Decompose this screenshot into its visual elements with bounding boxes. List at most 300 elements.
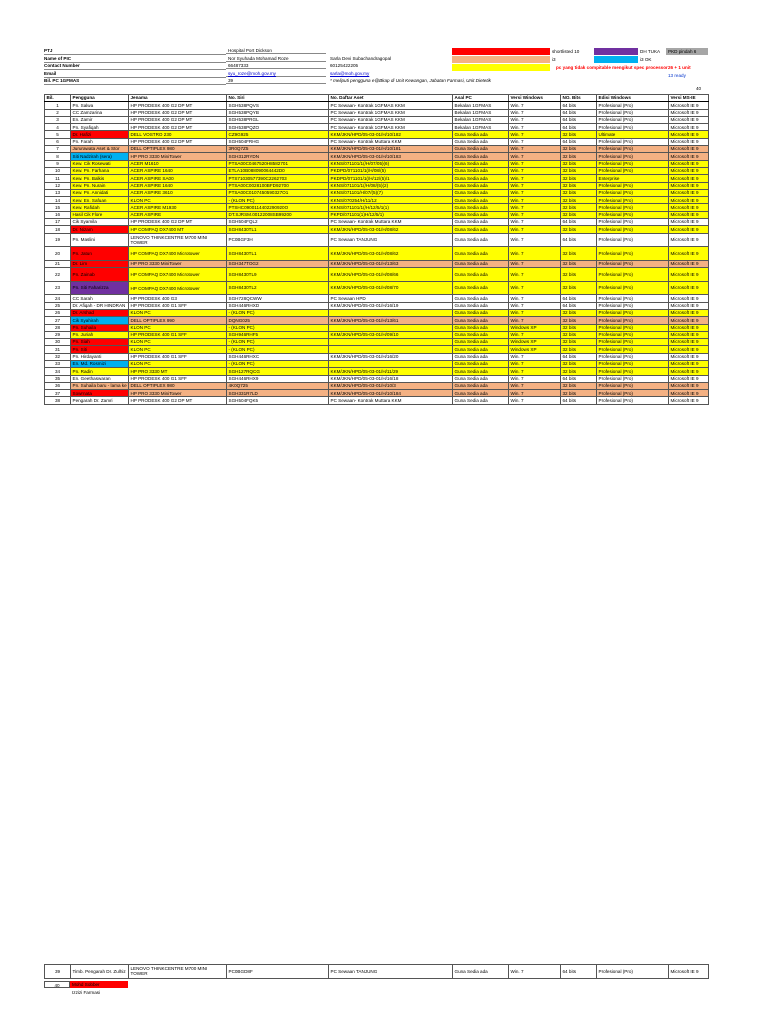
cell-asset[interactable]: PC Sewaan- Kontrak 1GFMAS KKM xyxy=(329,116,453,123)
cell-win[interactable]: Win. 7 xyxy=(509,175,561,182)
cell-bil[interactable]: 33 xyxy=(45,360,71,367)
cell-ie[interactable]: Microsoft IE 9 xyxy=(669,368,709,375)
cell-serial[interactable]: PC0BGD8F xyxy=(227,965,329,979)
table-row[interactable] xyxy=(45,317,709,324)
cell-serial[interactable]: SGH538PQZO xyxy=(227,124,329,131)
cell-ie[interactable]: Microsoft IE 9 xyxy=(669,211,709,218)
cell-serial[interactable]: 3R0Q7Z5 xyxy=(227,146,329,153)
cell-edition[interactable]: Ultimate xyxy=(597,131,669,138)
cell-brand[interactable]: HP PRODESK 400 G3 xyxy=(129,295,227,302)
cell-ie[interactable]: Microsoft IE 9 xyxy=(669,339,709,346)
cell-asal[interactable]: Guna Sedia ada xyxy=(453,353,509,360)
cell-asal[interactable]: Guna Sedia ada xyxy=(453,390,509,397)
cell-asset[interactable]: KKM/JKN/HPD/05-03-01/H/10/182 xyxy=(329,131,453,138)
cell-asal[interactable]: Guna Sedia ada xyxy=(453,317,509,324)
cell-bil[interactable]: 7 xyxy=(45,146,71,153)
cell-win[interactable]: Win. 7 xyxy=(509,331,561,338)
cell-serial[interactable]: PTSHC0900114402290920O xyxy=(227,204,329,211)
cell-user[interactable]: Sowrnata xyxy=(71,390,129,397)
cell-serial[interactable]: SGH504FRHG xyxy=(227,138,329,145)
cell-user[interactable]: En. Geethaswaran xyxy=(71,375,129,382)
table-row[interactable] xyxy=(45,167,709,174)
cell-win[interactable]: Win. 7 xyxy=(509,375,561,382)
cell-bil[interactable]: 31 xyxy=(45,346,71,353)
cell-bits[interactable]: 32 bits xyxy=(561,360,597,367)
cell-bil[interactable]: 22 xyxy=(45,268,71,282)
cell-ie[interactable]: Microsoft IE 9 xyxy=(669,153,709,160)
cell-win[interactable]: Win. 7 xyxy=(509,138,561,145)
pic2-value[interactable]: Sarla Devi Subachandragopal xyxy=(330,55,392,61)
cell-brand[interactable]: KLON PC xyxy=(129,309,227,316)
cell-brand[interactable]: HP COMPAQ DX7400 Microtower xyxy=(129,247,227,261)
cell-user[interactable]: Cik Syahirah xyxy=(71,317,129,324)
cell-bits[interactable]: 64 bits xyxy=(561,219,597,226)
table-row[interactable] xyxy=(45,131,709,138)
cell-asset[interactable] xyxy=(329,339,453,346)
cell-ie[interactable]: Microsoft IE 9 xyxy=(669,233,709,247)
cell-asset[interactable]: KKM/JKN/HPD/05-03-01/H/16/20 xyxy=(329,353,453,360)
cell-asal[interactable]: Guna Sedia ada xyxy=(453,146,509,153)
table-row[interactable] xyxy=(45,182,709,189)
cell-asal[interactable]: Guna Sedia ada xyxy=(453,281,509,295)
cell-ie[interactable]: Microsoft IE 9 xyxy=(669,382,709,389)
table-row[interactable] xyxy=(45,368,709,375)
cell-edition[interactable]: Profesional (Pro) xyxy=(597,302,669,309)
cell-serial[interactable]: SGH504FQL2 xyxy=(227,219,329,226)
cell-ie[interactable]: Microsoft IE 9 xyxy=(669,131,709,138)
cell-win[interactable]: Win. 7 xyxy=(509,309,561,316)
cell-serial[interactable]: PTS71030577390C2262703 xyxy=(227,175,329,182)
cell-bil[interactable]: 1 xyxy=(45,102,71,109)
cell-win[interactable]: Win. 7 xyxy=(509,260,561,267)
cell-asal[interactable]: Guna Sedia ada xyxy=(453,226,509,233)
cell-bil[interactable]: 21 xyxy=(45,260,71,267)
cell-edition[interactable]: Profesional (Pro) xyxy=(597,153,669,160)
cell-asal[interactable]: Bekalan 1GFMAS xyxy=(453,116,509,123)
cell-win[interactable]: Win. 7 xyxy=(509,353,561,360)
cell-user[interactable]: Timb. Pengarah Dr. Zulhiz xyxy=(71,965,129,979)
cell-win[interactable]: Win. 7 xyxy=(509,153,561,160)
cell-ie[interactable]: Microsoft IE 9 xyxy=(669,219,709,226)
column-header[interactable]: No. Siri xyxy=(227,95,329,102)
cell-serial[interactable]: SGH331R7LD xyxy=(227,390,329,397)
cell-user[interactable]: CC Sarah xyxy=(71,295,129,302)
cell-edition[interactable]: Profesional (Pro) xyxy=(597,219,669,226)
cell-user[interactable]: Cik Syamila xyxy=(71,219,129,226)
cell-edition[interactable]: Profesional (Pro) xyxy=(597,295,669,302)
cell-brand[interactable]: KLON PC xyxy=(129,197,227,204)
cell-asset[interactable]: KKM/JKN/HPD/05-03-01/H/10/3 xyxy=(329,382,453,389)
table-row[interactable] xyxy=(45,390,709,397)
cell-bil[interactable]: 24 xyxy=(45,295,71,302)
table-row[interactable] xyxy=(45,116,709,123)
cell-serial[interactable]: CZ9G925 xyxy=(227,131,329,138)
cell-edition[interactable]: Profesional (Pro) xyxy=(597,346,669,353)
cell-serial[interactable]: DT.SJRSM.00122008SB99200 xyxy=(227,211,329,218)
cell-brand[interactable]: HP PRODESK 400 G2 DP MT xyxy=(129,116,227,123)
cell-edition[interactable]: Profesional (Pro) xyxy=(597,233,669,247)
table-row[interactable] xyxy=(45,204,709,211)
cell-bil[interactable]: 23 xyxy=(45,281,71,295)
bil-value[interactable]: 39 xyxy=(226,78,326,84)
cell-serial[interactable]: PTSA00C0107450590327O1 xyxy=(227,189,329,196)
cell-asal[interactable]: Guna Sedia ada xyxy=(453,233,509,247)
cell-bil[interactable]: 3 xyxy=(45,116,71,123)
cell-asset[interactable]: KKM/JKN/HPD/05-03-01/H/09/10 xyxy=(329,331,453,338)
cell-bits[interactable]: 32 bits xyxy=(561,146,597,153)
table-row[interactable] xyxy=(45,382,709,389)
cell-win[interactable]: Win. 7 xyxy=(509,167,561,174)
table-row[interactable] xyxy=(45,324,709,331)
cell-edition[interactable]: Profesional (Pro) xyxy=(597,102,669,109)
cell-serial[interactable]: 4K0Q725 xyxy=(227,382,329,389)
cell-win[interactable]: Win. 7 xyxy=(509,965,561,979)
cell-bil[interactable]: 30 xyxy=(45,339,71,346)
cell-win[interactable]: Win. 7 xyxy=(509,268,561,282)
cell-serial[interactable]: SGH446RHX9 xyxy=(227,375,329,382)
cell-asal[interactable]: Guna Sedia ada xyxy=(453,375,509,382)
cell-asset[interactable]: KKNS/071101/1(/H/08/(5)(2) xyxy=(329,182,453,189)
cell-ie[interactable]: Microsoft IE 9 xyxy=(669,397,709,404)
cell-user[interactable]: Pn. Siah xyxy=(71,339,129,346)
cell-user[interactable]: Pn. Radin xyxy=(71,368,129,375)
cell-bits[interactable]: 32 bits xyxy=(561,331,597,338)
cell-asal[interactable]: Guna Sedia ada xyxy=(453,189,509,196)
cell-user[interactable]: Siti Nadzirah (sera) xyxy=(71,153,129,160)
cell-brand[interactable]: ACER ASPIRE xyxy=(129,211,227,218)
cell-user[interactable]: Pengarah Dr. Zamri xyxy=(71,397,129,404)
table-row[interactable] xyxy=(45,102,709,109)
cell-asal[interactable]: Guna Sedia ada xyxy=(453,160,509,167)
cell-asal[interactable]: Guna Sedia ada xyxy=(453,302,509,309)
cell-asal[interactable]: Guna Sedia ada xyxy=(453,346,509,353)
cell-brand[interactable]: HP PRODESK 400 G1 SFF xyxy=(129,375,227,382)
cell-win[interactable]: Win. 7 xyxy=(509,233,561,247)
cell-ie[interactable]: Microsoft IE 9 xyxy=(669,226,709,233)
column-header[interactable]: No. Daftar Aset xyxy=(329,95,453,102)
cell-asset[interactable]: PC Sewaan TANJUNG xyxy=(329,233,453,247)
cell-bits[interactable]: 64 bits xyxy=(561,965,597,979)
cell-bits[interactable]: 32 bits xyxy=(561,160,597,167)
cell-user[interactable]: Pn. Zainab xyxy=(71,268,129,282)
cell-bits[interactable]: 32 bits xyxy=(561,324,597,331)
cell-user[interactable]: En. Md. Rosmizi xyxy=(71,360,129,367)
cell-bil[interactable]: 15 xyxy=(45,204,71,211)
cell-bits[interactable]: 32 bits xyxy=(561,281,597,295)
cell-win[interactable]: Windows XP xyxy=(509,324,561,331)
cell-bits[interactable]: 64 bits xyxy=(561,116,597,123)
cell-bits[interactable]: 32 bits xyxy=(561,182,597,189)
cell-ie[interactable]: Microsoft IE 9 xyxy=(669,346,709,353)
cell-ie[interactable]: Microsoft IE 9 xyxy=(669,189,709,196)
cell-user[interactable]: Dr. Nizam xyxy=(71,226,129,233)
cell-serial[interactable]: SGH446RHXD xyxy=(227,302,329,309)
cell-win[interactable]: Win. 7 xyxy=(509,211,561,218)
table-row[interactable] xyxy=(45,331,709,338)
cell-ie[interactable]: Microsoft IE 9 xyxy=(669,390,709,397)
column-header[interactable]: Jenama xyxy=(129,95,227,102)
cell-user[interactable]: Pn. Hirdayanti xyxy=(71,353,129,360)
column-header[interactable]: NO. Bits xyxy=(561,95,597,102)
cell-bits[interactable]: 32 bits xyxy=(561,175,597,182)
cell-bil[interactable]: 38 xyxy=(45,397,71,404)
cell-asal[interactable]: Guna Sedia ada xyxy=(453,247,509,261)
table-row[interactable] xyxy=(45,397,709,404)
cell-bil[interactable]: 19 xyxy=(45,233,71,247)
cell-win[interactable]: Win. 7 xyxy=(509,219,561,226)
cell-win[interactable]: Win. 7 xyxy=(509,226,561,233)
cell-user[interactable]: Dr. Hafizi xyxy=(71,131,129,138)
cell-brand[interactable]: KLON PC xyxy=(129,346,227,353)
cell-bil[interactable]: 6 xyxy=(45,138,71,145)
cell-edition[interactable]: Profesional (Pro) xyxy=(597,211,669,218)
cell-ie[interactable]: Microsoft IE 9 xyxy=(669,247,709,261)
cell-asset[interactable]: KKM/JKN/HPD/05-03-01/H/08/62 xyxy=(329,247,453,261)
cell-bits[interactable]: 64 bits xyxy=(561,102,597,109)
cell-asset[interactable] xyxy=(329,346,453,353)
cell-bits[interactable]: 32 bits xyxy=(561,204,597,211)
table-row[interactable] xyxy=(45,360,709,367)
cell-asset[interactable]: PKDPD/071101/1(/H/12/(5)/1 xyxy=(329,175,453,182)
cell-bil[interactable]: 2 xyxy=(45,109,71,116)
cell-serial[interactable]: SGH538PRGL xyxy=(227,116,329,123)
cell-bits[interactable]: 32 bits xyxy=(561,211,597,218)
cell-serial[interactable]: SGH8430TL1 xyxy=(227,226,329,233)
cell-win[interactable]: Windows XP xyxy=(509,339,561,346)
cell-bits[interactable]: 64 bits xyxy=(561,302,597,309)
cell-brand[interactable]: KLON PC xyxy=(129,339,227,346)
cell-asset[interactable]: KKM/JKN/HPD/05-03-01/H/08/62 xyxy=(329,226,453,233)
row40-user[interactable]: Mohd Sobber xyxy=(70,981,128,988)
cell-user[interactable]: Pn. Farah xyxy=(71,138,129,145)
cell-bil[interactable]: 39 xyxy=(45,965,71,979)
cell-win[interactable]: Win. 7 xyxy=(509,397,561,404)
pic-value[interactable]: Nor Syuhada Mohamad Roze xyxy=(226,56,326,62)
cell-bits[interactable]: 32 bits xyxy=(561,382,597,389)
cell-asal[interactable]: Guna Sedia ada xyxy=(453,360,509,367)
cell-brand[interactable]: ACER ASPIRE 3610 xyxy=(129,189,227,196)
cell-ie[interactable]: Microsoft IE 9 xyxy=(669,268,709,282)
cell-bil[interactable]: 4 xyxy=(45,124,71,131)
table-row[interactable] xyxy=(45,153,709,160)
column-header[interactable]: Versi MS-IE xyxy=(669,95,709,102)
cell-edition[interactable]: Profesional (Pro) xyxy=(597,124,669,131)
cell-brand[interactable]: DELL OPTIPLEX 980 xyxy=(129,146,227,153)
cell-bil[interactable]: 13 xyxy=(45,189,71,196)
cell-asset[interactable]: KKNS/071101/H/07/(5)(7) xyxy=(329,189,453,196)
cell-asal[interactable]: Bekalan 1GFMAS xyxy=(453,109,509,116)
cell-bits[interactable]: 32 bits xyxy=(561,153,597,160)
table-row[interactable] xyxy=(45,339,709,346)
table-row[interactable] xyxy=(45,175,709,182)
cell-ie[interactable]: Microsoft IE 9 xyxy=(669,360,709,367)
cell-asal[interactable]: Guna Sedia ada xyxy=(453,965,509,979)
cell-serial[interactable]: - (KLON PC) xyxy=(227,309,329,316)
cell-asal[interactable]: Guna Sedia ada xyxy=(453,309,509,316)
cell-asal[interactable]: Guna Sedia ada xyxy=(453,211,509,218)
cell-win[interactable]: Win. 7 xyxy=(509,189,561,196)
cell-serial[interactable]: SGH8430TL1 xyxy=(227,247,329,261)
cell-asset[interactable]: PC Sewaan- Kontrak 1GFMAS KKM xyxy=(329,124,453,131)
cell-edition[interactable]: Enterprise xyxy=(597,175,669,182)
cell-bits[interactable]: 64 bits xyxy=(561,375,597,382)
email2-value[interactable]: sarla@moh.gov.my xyxy=(330,70,370,76)
row41-user[interactable]: Izzizi Farmasi xyxy=(72,989,101,995)
cell-brand[interactable]: KLON PC xyxy=(129,360,227,367)
cell-brand[interactable]: HP PRODESK 400 G2 DP MT xyxy=(129,219,227,226)
cell-serial[interactable]: SGH446RHXC xyxy=(227,353,329,360)
cell-serial[interactable]: - (KLON PC) xyxy=(227,360,329,367)
cell-serial[interactable]: SGH728QCWW xyxy=(227,295,329,302)
cell-brand[interactable]: DELL OPTIPLEX 990 xyxy=(129,317,227,324)
table-row[interactable] xyxy=(45,160,709,167)
cell-edition[interactable]: Profesional (Pro) xyxy=(597,281,669,295)
cell-asset[interactable]: PKDPD/071101/1(/H/08/(5) xyxy=(329,167,453,174)
cell-brand[interactable]: HP PRO 3330 MT xyxy=(129,368,227,375)
cell-bits[interactable]: 32 bits xyxy=(561,309,597,316)
cell-edition[interactable]: Profesional (Pro) xyxy=(597,146,669,153)
cell-serial[interactable]: SGH538PQVS xyxy=(227,102,329,109)
cell-ie[interactable]: Microsoft IE 9 xyxy=(669,160,709,167)
cell-bil[interactable]: 29 xyxy=(45,331,71,338)
cell-edition[interactable]: Profesional (Pro) xyxy=(597,353,669,360)
cell-brand[interactable]: LENOVO THINKCENTRE M700 MINI TOWER xyxy=(129,965,227,979)
cell-serial[interactable]: SGH312RYDN xyxy=(227,153,329,160)
table-row[interactable] xyxy=(45,109,709,116)
cell-user[interactable]: Kew. Cik Rosewati xyxy=(71,160,129,167)
cell-asal[interactable]: Guna Sedia ada xyxy=(453,131,509,138)
cell-bits[interactable]: 32 bits xyxy=(561,268,597,282)
cell-edition[interactable]: Profesional (Pro) xyxy=(597,167,669,174)
cell-brand[interactable]: DELL OPTIPLEX 980 xyxy=(129,382,227,389)
cell-win[interactable]: Windows XP xyxy=(509,346,561,353)
cell-bits[interactable]: 32 bits xyxy=(561,167,597,174)
cell-serial[interactable]: SGH8430TL9 xyxy=(227,268,329,282)
cell-brand[interactable]: HP PRODESK 400 G2 DP MT xyxy=(129,397,227,404)
cell-bits[interactable]: 32 bits xyxy=(561,247,597,261)
cell-bits[interactable]: 32 bits xyxy=(561,339,597,346)
cell-edition[interactable]: Profesional (Pro) xyxy=(597,317,669,324)
cell-ie[interactable]: Microsoft IE 9 xyxy=(669,138,709,145)
cell-asal[interactable]: Guna Sedia ada xyxy=(453,153,509,160)
cell-bil[interactable]: 11 xyxy=(45,175,71,182)
cell-asset[interactable]: KKNS/070254/H/11/12 xyxy=(329,197,453,204)
cell-asal[interactable]: Bekalan 1GFMAS xyxy=(453,124,509,131)
cell-bits[interactable]: 32 bits xyxy=(561,197,597,204)
cell-edition[interactable]: Profesional (Pro) xyxy=(597,182,669,189)
cell-ie[interactable]: Microsoft IE 9 xyxy=(669,182,709,189)
cell-ie[interactable]: Microsoft IE 9 xyxy=(669,146,709,153)
cell-ie[interactable]: Microsoft IE 9 xyxy=(669,197,709,204)
cell-bits[interactable]: 64 bits xyxy=(561,109,597,116)
cell-asal[interactable]: Guna Sedia ada xyxy=(453,197,509,204)
cell-user[interactable]: CC Zamzarina xyxy=(71,109,129,116)
cell-edition[interactable]: Profesional (Pro) xyxy=(597,309,669,316)
cell-win[interactable]: Win. 7 xyxy=(509,281,561,295)
cell-bil[interactable]: 25 xyxy=(45,302,71,309)
cell-brand[interactable]: ACER M1610 xyxy=(129,160,227,167)
cell-win[interactable]: Win. 7 xyxy=(509,295,561,302)
cell-asset[interactable]: KKM/JKN/HPD/05-03-01/H/08/66 xyxy=(329,268,453,282)
cell-serial[interactable]: PC0BGF3H xyxy=(227,233,329,247)
cell-brand[interactable]: HP PRODESK 400 G1 SFF xyxy=(129,302,227,309)
cell-bits[interactable]: 32 bits xyxy=(561,390,597,397)
pts-value[interactable]: Hospital Port Dickson xyxy=(226,48,326,54)
cell-bits[interactable]: 64 bits xyxy=(561,233,597,247)
cell-bil[interactable]: 8 xyxy=(45,153,71,160)
table-row[interactable] xyxy=(45,189,709,196)
cell-asset[interactable]: PC Sewaan- Kontrak Muttara KKM xyxy=(329,397,453,404)
table-row[interactable] xyxy=(45,138,709,145)
cell-edition[interactable]: Profesional (Pro) xyxy=(597,268,669,282)
cell-user[interactable]: Pn. Salwa xyxy=(71,102,129,109)
cell-edition[interactable]: Profesional (Pro) xyxy=(597,116,669,123)
cell-bil[interactable]: 5 xyxy=(45,131,71,138)
cell-user[interactable]: Dr. Lim xyxy=(71,260,129,267)
cell-edition[interactable]: Profesional (Pro) xyxy=(597,226,669,233)
cell-bits[interactable]: 64 bits xyxy=(561,138,597,145)
cell-asset[interactable]: KKM/JKN/HPD/05-03-01/H/11/29 xyxy=(329,368,453,375)
cell-win[interactable]: Win. 7 xyxy=(509,382,561,389)
cell-serial[interactable]: PTSA00C0028100BFD92700 xyxy=(227,182,329,189)
cell-asal[interactable]: Guna Sedia ada xyxy=(453,324,509,331)
cell-win[interactable]: Win. 7 xyxy=(509,124,561,131)
cell-ie[interactable]: Microsoft IE 9 xyxy=(669,375,709,382)
cell-win[interactable]: Win. 7 xyxy=(509,131,561,138)
table-row[interactable] xyxy=(45,281,709,295)
cell-asset[interactable]: KKM/JKN/HPD/05-03-01/H/10/184 xyxy=(329,390,453,397)
contact2-value[interactable]: 60125422205 xyxy=(330,63,359,68)
cell-brand[interactable]: LENOVO THINKCENTRE M700 MINI TOWER xyxy=(129,233,227,247)
cell-serial[interactable]: SGH946RHF5 xyxy=(227,331,329,338)
cell-asset[interactable]: PC Sewaan TANJUNG xyxy=(329,965,453,979)
cell-user[interactable]: Pn. Siti Faharizza xyxy=(71,281,129,295)
cell-brand[interactable]: HP PRO 3330 MiniTower xyxy=(129,390,227,397)
cell-user[interactable]: Kew. Pn. Balkis xyxy=(71,175,129,182)
cell-serial[interactable]: - (KLON PC) xyxy=(227,346,329,353)
cell-asset[interactable]: KKM/JKN/HPD/05-03-01/H/08/70 xyxy=(329,281,453,295)
cell-bil[interactable]: 32 xyxy=(45,353,71,360)
table-row[interactable] xyxy=(45,260,709,267)
cell-ie[interactable]: Microsoft IE 9 xyxy=(669,102,709,109)
cell-user[interactable]: Jururawata Aset & Stor xyxy=(71,146,129,153)
cell-asal[interactable]: Guna Sedia ada xyxy=(453,204,509,211)
cell-serial[interactable]: DQNG025 xyxy=(227,317,329,324)
cell-win[interactable]: Win. 7 xyxy=(509,368,561,375)
cell-asal[interactable]: Guna Sedia ada xyxy=(453,331,509,338)
cell-user[interactable]: Kew. En. Safuan xyxy=(71,197,129,204)
table-row[interactable] xyxy=(45,375,709,382)
cell-ie[interactable]: Microsoft IE 9 xyxy=(669,281,709,295)
cell-win[interactable]: Win. 7 xyxy=(509,102,561,109)
contact-value[interactable]: 66487333 xyxy=(226,63,326,69)
cell-asset[interactable]: KKM/JKN/HPD/05-03-01/H/10/181 xyxy=(329,146,453,153)
cell-asal[interactable]: Guna Sedia ada xyxy=(453,138,509,145)
cell-user[interactable]: Pn. Jatun xyxy=(71,247,129,261)
cell-bits[interactable]: 32 bits xyxy=(561,368,597,375)
cell-asset[interactable]: PKPD/071101(1)H/12/5/1) xyxy=(329,211,453,218)
cell-serial[interactable]: SGH538PQYB xyxy=(227,109,329,116)
cell-win[interactable]: Win. 7 xyxy=(509,302,561,309)
cell-edition[interactable]: Profesional (Pro) xyxy=(597,109,669,116)
cell-edition[interactable]: Profesional (Pro) xyxy=(597,331,669,338)
column-header[interactable]: Edisi Windows xyxy=(597,95,669,102)
cell-edition[interactable]: Profesional (Pro) xyxy=(597,360,669,367)
cell-ie[interactable]: Microsoft IE 9 xyxy=(669,353,709,360)
cell-brand[interactable]: HP COMPAQ DX7400 Microtower xyxy=(129,268,227,282)
cell-brand[interactable]: HP PRO 3330 MiniTower xyxy=(129,260,227,267)
cell-edition[interactable]: Profesional (Pro) xyxy=(597,382,669,389)
